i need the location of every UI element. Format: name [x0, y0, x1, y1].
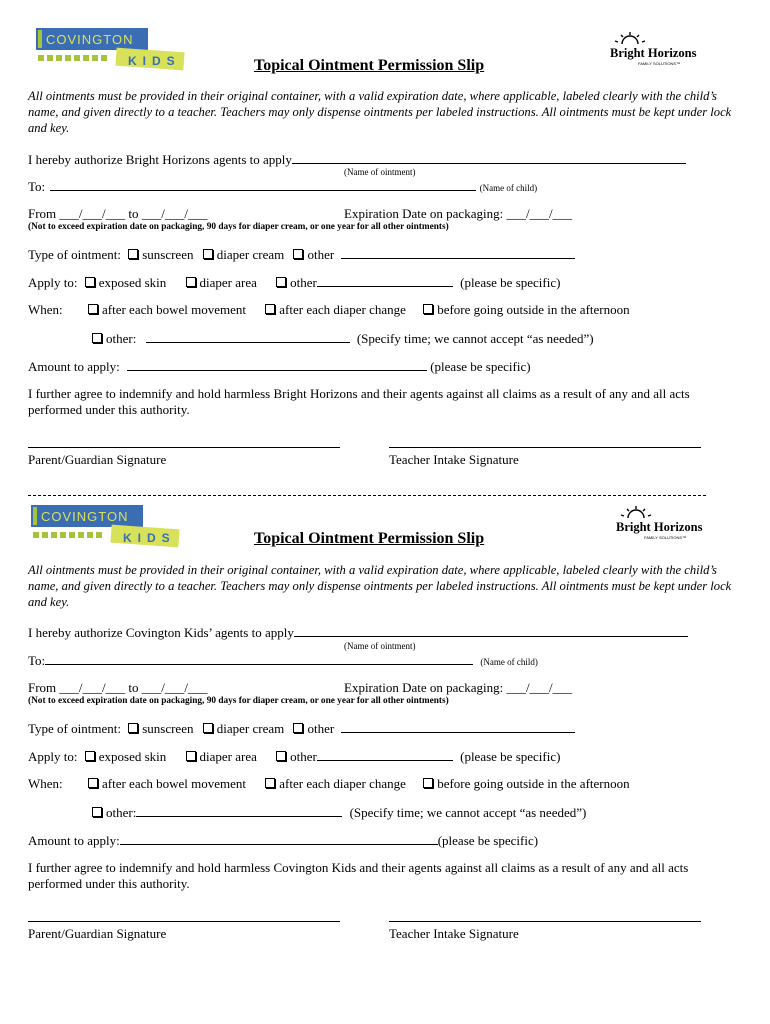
other-time-checkbox[interactable]	[92, 807, 102, 817]
bright-horizons-logo	[608, 30, 698, 70]
sun-icon	[615, 32, 645, 44]
other-time-checkbox[interactable]	[92, 333, 102, 343]
to-label: To:	[28, 653, 46, 668]
logo-covington-text: COVINGTON	[46, 32, 134, 47]
covington-kids-logo	[36, 28, 186, 73]
parent-signature-label: Parent/Guardian Signature	[28, 452, 167, 467]
child-name-field[interactable]	[45, 652, 473, 665]
other-type-field[interactable]	[341, 720, 575, 733]
other-area-checkbox[interactable]	[276, 751, 286, 761]
exposed-skin-label: exposed skin	[98, 275, 167, 290]
other-time-field[interactable]	[146, 330, 350, 343]
logo-bh-tag: FAMILY SOLUTIONS™	[644, 535, 687, 540]
sunscreen-label: sunscreen	[142, 247, 194, 262]
specify-time-note: (Specify time; we cannot accept “as needed”)	[356, 331, 594, 346]
cut-line	[28, 495, 706, 496]
bowel-movement-label: after each bowel movement	[102, 776, 247, 791]
diaper-change-label: after each diaper change	[279, 302, 406, 317]
amount-specific-note: (please be specific)	[437, 833, 539, 848]
bright-horizons-logo	[614, 504, 704, 544]
other-area-label: other	[290, 275, 317, 290]
authorize-text: I hereby authorize Covington Kids’ agents to apply	[28, 625, 294, 640]
teacher-signature-line[interactable]	[389, 447, 701, 448]
intro-text: All ointments must be provided in their original container, with a valid expiration date, where applicable, labeled clearly with the child’s name, and given directly to a teacher. Teachers may only dispense ointments per labeled instructions. All ointments must be kept under lock and key.	[28, 563, 732, 609]
ointment-type-label: Type of ointment:	[28, 247, 121, 262]
diaper-cream-label: diaper cream	[216, 247, 285, 262]
amount-label: Amount to apply:	[28, 833, 120, 848]
when-label: When:	[28, 776, 63, 791]
before-outside-label: before going outside in the afternoon	[437, 776, 630, 791]
form-title: Topical Ointment Permission Slip	[254, 57, 485, 74]
bowel-movement-checkbox[interactable]	[88, 304, 98, 314]
ointment-name-field[interactable]	[292, 151, 686, 164]
ointment-name-field[interactable]	[294, 624, 688, 637]
exposed-skin-checkbox[interactable]	[85, 751, 95, 761]
ointment-name-caption: (Name of ointment)	[344, 641, 416, 651]
before-outside-label: before going outside in the afternoon	[437, 302, 630, 317]
child-name-field[interactable]	[50, 178, 476, 191]
amount-field[interactable]	[120, 832, 438, 845]
before-outside-checkbox[interactable]	[423, 304, 433, 314]
amount-specific-note: (please be specific)	[430, 359, 531, 374]
other-time-field[interactable]	[136, 804, 342, 817]
other-time-label: other:	[106, 331, 137, 346]
expiration-note: (Not to exceed expiration date on packaging, 90 days for diaper cream, or one year for all other ointments)	[28, 222, 449, 232]
specify-time-note: (Specify time; we cannot accept “as needed”)	[349, 805, 587, 820]
sun-icon	[621, 506, 651, 518]
apply-specific-note: (please be specific)	[460, 275, 561, 290]
teacher-signature-label: Teacher Intake Signature	[389, 926, 519, 941]
sunscreen-checkbox[interactable]	[128, 723, 138, 733]
ointment-type-label: Type of ointment:	[28, 721, 121, 736]
logo-kids-text: KIDS	[123, 531, 176, 545]
diaper-cream-checkbox[interactable]	[203, 249, 213, 259]
diaper-cream-checkbox[interactable]	[203, 723, 213, 733]
logo-bh-text: Bright Horizons	[610, 46, 697, 60]
apply-to-label: Apply to:	[28, 275, 78, 290]
date-range-field[interactable]: From ___/___/___ to ___/___/___	[28, 680, 208, 695]
diaper-change-checkbox[interactable]	[265, 778, 275, 788]
expiration-note: (Not to exceed expiration date on packaging, 90 days for diaper cream, or one year for all other ointments)	[28, 696, 449, 706]
indemnify-text: I further agree to indemnify and hold harmless Covington Kids and their agents against all claims as a result of any and all acts performed under this authority.	[28, 860, 689, 891]
diaper-area-checkbox[interactable]	[186, 277, 196, 287]
when-label: When:	[28, 302, 63, 317]
logo-kids-text: KIDS	[128, 54, 181, 68]
diaper-change-label: after each diaper change	[279, 776, 406, 791]
covington-kids-logo	[31, 505, 181, 550]
form-title: Topical Ointment Permission Slip	[254, 530, 485, 547]
date-range-field[interactable]: From ___/___/___ to ___/___/___	[28, 206, 208, 221]
indemnify-text: I further agree to indemnify and hold harmless Bright Horizons and their agents against all claims as a result of any and all acts performed under this authority.	[28, 386, 690, 417]
expiration-date-field[interactable]: Expiration Date on packaging: ___/___/___	[344, 206, 573, 221]
amount-label: Amount to apply:	[28, 359, 120, 374]
diaper-area-label: diaper area	[199, 275, 257, 290]
child-name-caption: (Name of child)	[480, 657, 538, 667]
other-type-label: other	[307, 247, 335, 262]
apply-specific-note: (please be specific)	[460, 749, 561, 764]
logo-bh-tag: FAMILY SOLUTIONS™	[638, 61, 681, 66]
sunscreen-checkbox[interactable]	[128, 249, 138, 259]
exposed-skin-checkbox[interactable]	[85, 277, 95, 287]
authorize-text: I hereby authorize Bright Horizons agents to apply	[28, 152, 292, 167]
child-name-caption: (Name of child)	[479, 183, 538, 193]
other-area-checkbox[interactable]	[276, 277, 286, 287]
logo-covington-text: COVINGTON	[41, 509, 129, 524]
apply-to-label: Apply to:	[28, 749, 78, 764]
ointment-name-caption: (Name of ointment)	[344, 167, 416, 177]
other-type-field[interactable]	[341, 246, 575, 259]
teacher-signature-label: Teacher Intake Signature	[389, 452, 519, 467]
teacher-signature-line[interactable]	[389, 921, 701, 922]
before-outside-checkbox[interactable]	[423, 778, 433, 788]
expiration-date-field[interactable]: Expiration Date on packaging: ___/___/___	[344, 680, 573, 695]
logo-bh-text: Bright Horizons	[616, 520, 703, 534]
diaper-change-checkbox[interactable]	[265, 304, 275, 314]
other-area-label: other	[290, 749, 317, 764]
exposed-skin-label: exposed skin	[98, 749, 167, 764]
other-type-checkbox[interactable]	[293, 249, 303, 259]
diaper-cream-label: diaper cream	[216, 721, 285, 736]
parent-signature-label: Parent/Guardian Signature	[28, 926, 167, 941]
other-time-label: other:	[106, 805, 137, 820]
intro-text: All ointments must be provided in their original container, with a valid expiration date, where applicable, labeled clearly with the child’s name, and given directly to a teacher. Teachers may only dispense ointments per labeled instructions. All ointments must be kept under lock and key.	[28, 89, 732, 135]
to-label: To:	[28, 179, 46, 194]
other-type-label: other	[307, 721, 335, 736]
other-type-checkbox[interactable]	[293, 723, 303, 733]
other-area-field[interactable]	[317, 274, 453, 287]
sunscreen-label: sunscreen	[142, 721, 194, 736]
diaper-area-checkbox[interactable]	[186, 751, 196, 761]
parent-signature-line[interactable]	[28, 921, 340, 922]
diaper-area-label: diaper area	[199, 749, 257, 764]
bowel-movement-checkbox[interactable]	[88, 778, 98, 788]
amount-field[interactable]	[127, 358, 427, 371]
other-area-field[interactable]	[317, 748, 453, 761]
bowel-movement-label: after each bowel movement	[102, 302, 247, 317]
parent-signature-line[interactable]	[28, 447, 340, 448]
